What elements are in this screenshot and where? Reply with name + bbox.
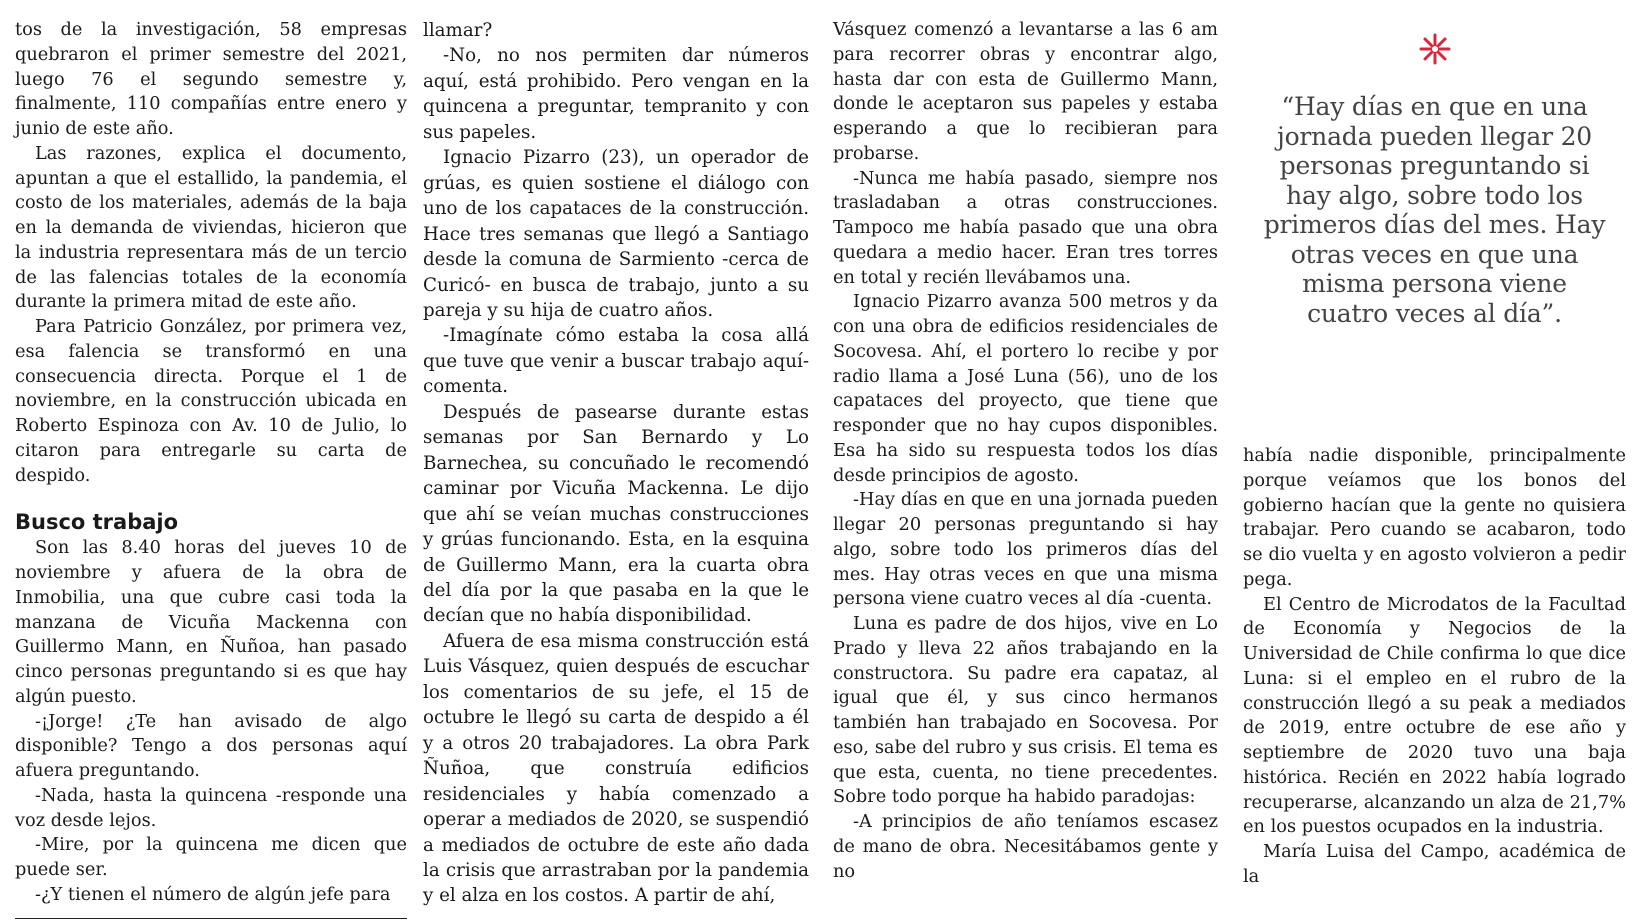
paragraph: -¿Y tienen el número de algún jefe para <box>35 884 391 905</box>
paragraph: -¡Jorge! ¿Te han avisado de algo disponible? Tengo a dos personas aquí afuera preguntando. <box>15 711 407 781</box>
article-column-3 <box>833 18 1218 884</box>
column-divider-rule <box>15 918 407 919</box>
paragraph: -Hay días en que en una jornada pueden llegar 20 personas preguntando si hay algo, sobre todo los primeros días del mes. Hay otras veces en que una misma persona viene cuatro veces al día -cuenta. <box>833 490 1218 610</box>
asterisk-icon <box>1418 32 1452 66</box>
paragraph: había nadie disponible, principalmente porque veíamos que los bonos del gobierno hacían que la gente no quisiera trabajar. Pero cuando se acabaron, todo se dio vuelta y en agosto volvieron a pedir pega. <box>1243 446 1626 590</box>
pull-quote-text: “Hay días en que en una jornada pueden llegar 20 personas preguntando si hay algo, sobre todo los primeros días del mes. Hay otras veces en que una misma persona viene cuatro veces al día”. <box>1263 92 1606 328</box>
paragraph: -No, no nos permiten dar números aquí, está prohibido. Pero vengan en la quincena a preguntar, tempranito y con sus papeles. <box>423 45 809 143</box>
paragraph: Son las 8.40 horas del jueves 10 de noviembre y afuera de la obra de Inmobilia, una que cubre casi toda la manzana de Vicuña Mackenna con Guillermo Mann, en Ñuñoa, han pasado cinco personas preguntando si es que hay algún puesto. <box>15 538 407 707</box>
paragraph: -Imagínate cómo estaba la cosa allá que tuve que venir a buscar trabajo aquí- comenta. <box>423 325 809 398</box>
article-column-4 <box>1243 444 1626 890</box>
paragraph: Ignacio Pizarro (23), un operador de grúas, es quien sostiene el diálogo con uno de los capataces de la construcción. Hace tres semanas que llegó a Santiago desde la comuna de Sarmiento -cerca de Curicó- en busca de trabajo, junto a su pareja y su hija de cuatro años. <box>423 147 809 321</box>
paragraph: El Centro de Microdatos de la Facultad de Economía y Negocios de la Universidad de Chile confirma lo que dice Luna: si el empleo en el rubro de la construcción llegó a su peak a mediados de 2019, entre octubre de ese año y septiembre de 2020 tuvo una baja histórica. Recién en 2022 había logrado recuperarse, alcanzando un alza de 21,7% en los puestos ocupados en la industria. <box>1243 594 1626 838</box>
paragraph: -Nada, hasta la quincena -responde una voz desde lejos. <box>15 785 407 831</box>
paragraph: Ignacio Pizarro avanza 500 metros y da con una obra de edificios residenciales de Socovesa. Ahí, el portero lo recibe y por radio llama a José Luna (56), uno de los capataces del proyecto, que tiene que responder que no hay cupos disponibles. Esa ha sido su respuesta todos los días desde principios de agosto. <box>833 292 1218 486</box>
paragraph: Las razones, explica el documento, apuntan a que el estallido, la pandemia, el costo de los materiales, además de la baja en la demanda de viviendas, hicieron que la industria representara más de un tercio de las falencias totales de la economía durante la primera mitad de este año. <box>15 143 407 313</box>
pull-quote <box>1262 32 1607 328</box>
paragraph: llamar? <box>423 20 493 41</box>
paragraph: -Mire, por la quincena me dicen que puede ser. <box>15 835 407 880</box>
paragraph: -Nunca me había pasado, siempre nos trasladaban a otras construcciones. Tampoco me había pasado que una obra quedara a medio hacer. Eran tres torres en total y recién llevábamos una. <box>833 168 1218 288</box>
paragraph: Afuera de esa misma construcción está Luis Vásquez, quien después de escuchar los comentarios de su jefe, el 15 de octubre le llegó su carta de despido a él y a otros 20 trabajadores. La obra Park Ñuñoa, que construía edificios residenciales y había comenzado a operar a mediados de 2020, se suspendió a mediados de octubre de este año dada la crisis que arrastraban por la pandemia y el alza en los costos. A partir de ahí, <box>423 630 809 907</box>
paragraph: Vásquez comenzó a levantarse a las 6 am para recorrer obras y encontrar algo, hasta dar con esta de Guillermo Mann, donde le aceptaron sus papeles y estaba esperando a que lo recibieran para probarse. <box>833 20 1218 164</box>
paragraph: Para Patricio González, por primera vez, esa falencia se transformó en una consecuencia directa. Porque el 1 de noviembre, en la construcción ubicada en Roberto Espinoza con Av. 10 de Julio, lo citaron para entregarle su carta de despido. <box>15 317 407 486</box>
paragraph: Después de pasearse durante estas semanas por San Bernardo y Lo Barnechea, su concuñado le recomendó caminar por Vicuña Mackenna. Le dijo que ahí se veían muchas construcciones y grúas funcionando. Esta, en la esquina de Guillermo Mann, era la cuarta obra del día por la que pasaba en la que le decían que no había disponibilidad. <box>423 401 809 627</box>
paragraph: María Luisa del Campo, académica de la <box>1243 842 1626 887</box>
article-column-2 <box>423 18 809 909</box>
paragraph: -A principios de año teníamos escasez de mano de obra. Necesitábamos gente y no <box>833 812 1218 882</box>
section-subhead: Busco trabajo <box>15 510 179 535</box>
article-column-1 <box>15 18 407 908</box>
paragraph: tos de la investigación, 58 empresas quebraron el primer semestre del 2021, luego 76 el segundo semestre y, finalmente, 110 compañías entre enero y junio de este año. <box>15 20 407 139</box>
paragraph: Luna es padre de dos hijos, vive en Lo Prado y lleva 22 años trabajando en la constructora. Su padre era capataz, al igual que él, y sus cinco hermanos también han trabajado en Socovesa. Por eso, sabe del rubro y sus crisis. El tema es que esta, cuenta, no tiene precedentes. Sobre todo porque ha habido paradojas: <box>833 614 1218 808</box>
